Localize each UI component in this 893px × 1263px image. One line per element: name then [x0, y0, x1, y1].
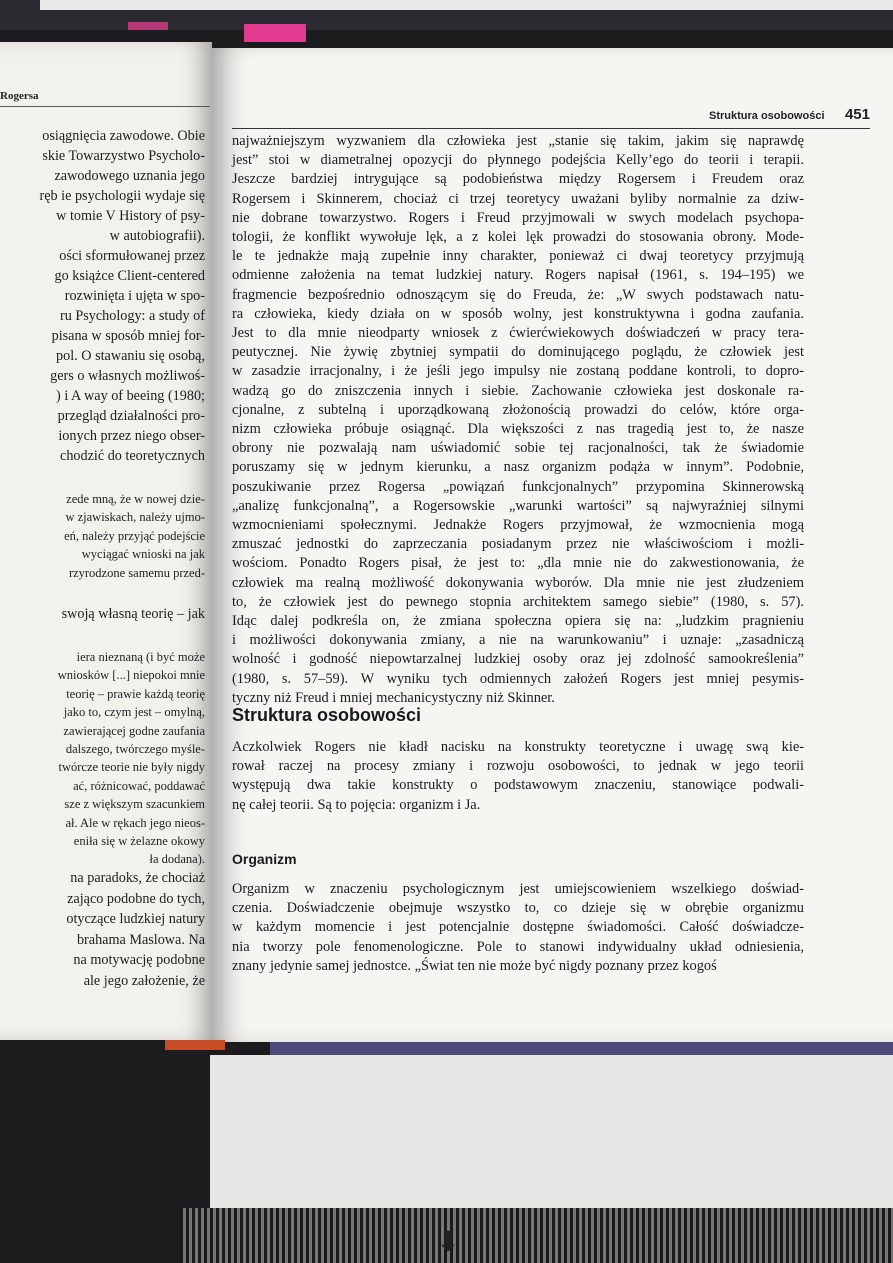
text-line: nizm człowieka próbuje osiągnąć. Dla większości z nas tragedią jest to, że nasze: [232, 421, 804, 438]
text-line: cjonalne, z subtelną i uporządkowaną złożonością prowadzi do celów, które orga-: [232, 401, 804, 418]
text-line: zmuszać jednostki do zaprzeczania posiadanym przez nie właściwościom i możli-: [232, 536, 804, 553]
text-line: eń, należy przyjąć podejście: [64, 528, 205, 543]
left-quote-block-2: [0, 648, 205, 869]
text-line: fragmencie bezpośrednio odnoszącym się do Freuda, że: „W swych podstawach natu-: [232, 286, 804, 303]
text-line: ale jego założenie, że: [83, 972, 205, 989]
paragraph-3: [232, 880, 804, 976]
text-line: i możliwości dokonywania zmiany, a nie na warunkowaniu” i uznaje: „zasadniczą: [232, 632, 804, 649]
text-line: jako to, czym jest – omylną,: [63, 705, 205, 720]
left-quote-block: [0, 490, 205, 582]
text-line: pol. O stawaniu się osobą,: [56, 348, 205, 364]
text-line: teorię – prawie każdą teorię: [66, 686, 205, 701]
text-line: ał. Ale w rękach jego nieos-: [65, 815, 205, 830]
section-heading: Struktura osobowości: [232, 705, 422, 725]
text-line: w autobiografii).: [109, 228, 205, 244]
text-line: otyczące ludzkiej natury: [66, 911, 205, 927]
text-line: wolność i godność niepowtarzalnej ludzkiej osoby oraz jej zdolność samookreślenia”: [232, 651, 804, 668]
bookmark-tab: [128, 22, 168, 30]
text-line: w zjawiskach, należy ujmo-: [65, 510, 205, 525]
text-line: jest” stoi w diametralnej opozycji do płynnego podejścia Kelly’ego do teorii i terapii.: [232, 152, 804, 169]
text-line: nę całej teorii. Są to pojęcia: organizm i Ja.: [232, 796, 481, 813]
text-line: le te jednakże mają zupełnie inny charakter, ponieważ ci dwaj teoretycy przyjmują: [232, 248, 804, 265]
arrow-down-icon: ⬇: [436, 1227, 460, 1258]
text-line: ionych przez niego obser-: [58, 428, 205, 444]
text-line: zawodowego uznania jego: [54, 168, 205, 184]
right-page: [212, 48, 893, 1042]
text-line: przegląd działalności pro-: [57, 408, 205, 424]
text-line: wyciągać wnioski na jak: [81, 547, 205, 562]
left-text-line: swoją własną teorię – jak: [61, 606, 205, 622]
text-line: nie dobrane towarzystwo. Rogers i Freud przyjmowali w swych modelach psychopa-: [232, 209, 804, 226]
text-line: tologii, że konflikt wywołuje lęk, a z kolei lęk prowadzi do stosowania obrony. Mode-: [232, 229, 804, 246]
text-line: występują dwa takie konstrukty o podstawowym znaczeniu, stanowiące podwali-: [232, 777, 804, 794]
text-line: dalszego, twórczego myśle-: [65, 742, 205, 757]
text-line: wniosków [...] niepokoi mnie: [57, 668, 205, 683]
text-line: w tomie V History of psy-: [56, 208, 205, 224]
text-line: znany jedynie samej jednostce. „Świat ten nie może być nigdy poznany przez kogoś: [232, 957, 717, 974]
book-edge: [165, 1040, 225, 1050]
text-line: Idąc dalej podkreśla on, że zmiana społeczna opiera się na: „ludzkim pragnieniu: [232, 613, 804, 630]
text-line: to, że człowiek jest do pewnego stopnia architektem samego siebie” (1980, s. 57).: [232, 593, 804, 610]
text-line: ła dodana).: [149, 852, 205, 867]
text-line: w zasadzie irracjonalny, i że jeśli jego impulsy nie zostaną poddane kontroli, to dopro-: [232, 363, 804, 380]
text-line: poruszamy się w jednym kierunku, a nasz organizm podąża w innym”. Podobnie,: [232, 459, 804, 476]
left-text-block: [0, 126, 205, 466]
text-line: wościom. Ponadto Rogers pisał, że jest to: „dla mnie nie do zakwestionowania, że: [232, 555, 804, 572]
text-line: iera nieznaną (i być może: [76, 650, 205, 664]
text-line: człowiek ma realną możliwość dokonywania wyborów. Dla mnie nie jest złudzeniem: [232, 574, 804, 591]
text-line: tyczny niż Freud i mniej mechanicystyczny niż Skinner.: [232, 689, 555, 706]
bookmark-tab: [244, 24, 306, 42]
text-line: ) i A way of beeing (1980;: [56, 388, 205, 404]
left-text-block-end: [0, 868, 205, 991]
text-line: rzyrodzone samemu przed-: [68, 565, 205, 580]
text-line: na paradoks, że chociaż: [70, 870, 205, 886]
text-line: rozwinięta i ujęta w spo-: [64, 288, 205, 304]
paragraph-1: [232, 132, 804, 708]
text-line: zająco podobne do tych,: [67, 890, 205, 907]
text-line: peutycznej. Nie żywię zbytniej sympatii do dominującego poglądu, że człowiek jest: [232, 344, 804, 361]
text-line: ać, różnicować, poddawać: [73, 778, 205, 793]
text-line: brahama Maslowa. Na: [76, 931, 205, 948]
text-line: zawierającej godne zaufania: [63, 723, 205, 738]
text-line: Aczkolwiek Rogers nie kładł nacisku na konstrukty teoretyczne i uwagę swą kie-: [232, 739, 804, 755]
text-line: wadzą go do zniszczenia innych i siebie. Zachowanie człowieka jest doskonale ra-: [232, 382, 804, 399]
running-head: [232, 106, 870, 129]
text-line: ra człowieka, kiedy działa on w sposób wolny, jest konstruktywna i godna zaufania.: [232, 305, 804, 322]
left-page: [0, 42, 212, 1040]
text-line: na motywację podobne: [73, 952, 205, 968]
text-line: osiągnięcia zawodowe. Obie: [42, 128, 205, 144]
text-line: wzmocnieniami społecznymi. Jednakże Rogers przyjmował, że wzmocnienia mogą: [232, 517, 804, 534]
text-line: nia tworzy pole fenomenologiczne. Pole to stanowi indywidualny układ odniesienia,: [232, 938, 804, 955]
left-running-head: Rogersa: [0, 90, 210, 107]
text-line: w każdym momencie i jest potencjalnie dostępne świadomości. Całość doświadcze-: [232, 919, 804, 936]
text-line: gers o własnych możliwoś-: [50, 368, 205, 384]
text-line: twórcze teorie nie były nigdy: [58, 760, 205, 775]
text-line: poszukiwanie przez Rogersa „powiązań funkcjonalnych” przypomina Skinnerowską: [232, 478, 804, 495]
paragraph-2: [232, 738, 804, 815]
text-line: skie Towarzystwo Psycholo-: [42, 148, 205, 164]
page-number: 451: [844, 106, 870, 123]
text-line: Jest to dla mnie nieodparty wniosek z ćwierćwiekowych doświadczeń w pracy tera-: [232, 325, 804, 342]
text-line: go książce Client-centered: [54, 268, 205, 284]
text-line: pisana w sposób mniej for-: [51, 328, 205, 344]
text-line: ości sformułowanej przez: [59, 248, 205, 264]
scanner-grille: [180, 1208, 893, 1263]
text-line: sze z większym szacunkiem: [64, 797, 205, 812]
text-line: ręb ie psychologii wydaje się: [39, 188, 205, 204]
text-line: obrony nie pozwalają nam uświadomić sobie tej racjonalności, tak że świadomie: [232, 440, 804, 457]
text-line: czenia. Doświadczenie obejmuje wszystko to, co dzieje się w obrębie organizmu: [232, 900, 804, 917]
text-line: odmienne założenia na temat ludzkiej natury. Rogers napisał (1961, s. 194–195) we: [232, 267, 804, 284]
text-line: chodzić do teoretycznych: [60, 448, 205, 464]
text-line: Jeszcze bardziej intrygujące są podobieństwa między Rogersem i Freudem oraz: [232, 171, 804, 188]
subheading: Organizm: [232, 851, 297, 867]
text-line: rował raczej na procesy zmiany i rozwoju osobowości, to jednak w jego teorii: [232, 758, 804, 775]
running-title: Struktura osobowości: [708, 110, 825, 122]
text-line: Organizm w znaczeniu psychologicznym jest umiejscowieniem wszelkiego doświad-: [232, 881, 804, 897]
text-line: eniła się w żelazne okowy: [73, 834, 205, 849]
text-line: Rogersem i Skinnerem, chociaż ci trzej teoretycy uważani byliby normalnie za dziw-: [232, 190, 804, 207]
text-line: najważniejszym wyzwaniem dla człowieka jest „stanie się takim, jakim się naprawdę: [232, 133, 804, 149]
scanner-top-strip: [40, 0, 893, 10]
text-line: ru Psychology: a study of: [59, 308, 205, 324]
text-line: zede mną, że w nowej dzie-: [66, 492, 205, 506]
book-cover-edge: [270, 1042, 893, 1056]
text-line: „analizę funkcjonalną”, a Rogersowskie „warunki wartości” są najwyraźniej silnymi: [232, 497, 804, 514]
text-line: (1980, s. 57–59). W wyniku tych odmiennych założeń Rogers jest mniej pesymis-: [232, 670, 804, 687]
